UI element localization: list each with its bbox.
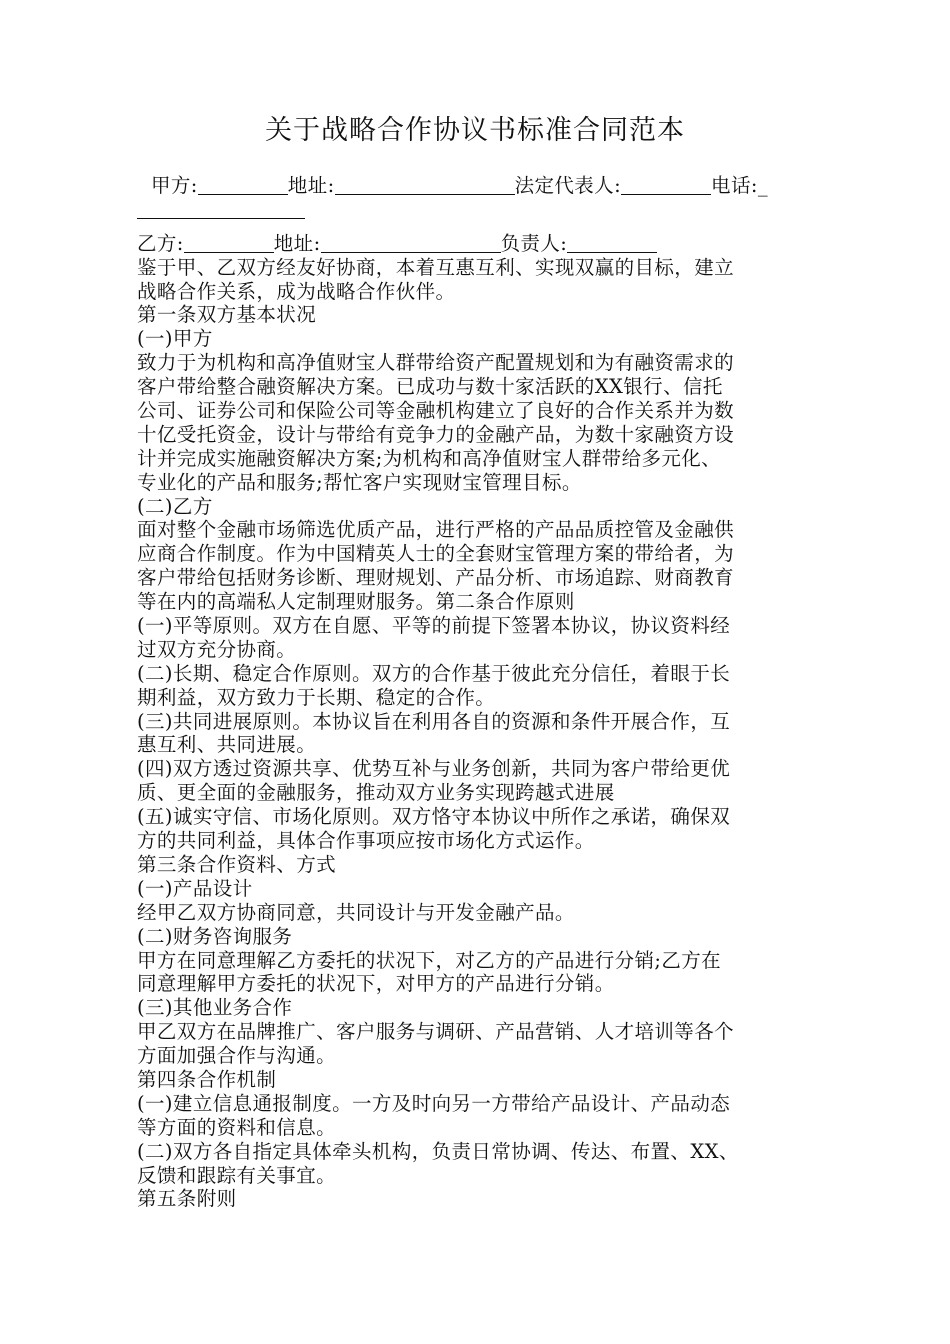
subsection-heading: (一)产品设计	[137, 876, 253, 900]
subsection-heading: (二)乙方	[137, 494, 213, 518]
text-line: 惠互利、共同进展。	[137, 733, 317, 757]
party-a-name-blank	[198, 175, 288, 195]
party-a-rep-blank	[621, 175, 711, 195]
document-body	[137, 174, 817, 1211]
text-line: 战略合作关系，成为战略合作伙伴。	[137, 279, 456, 303]
text-line: 致力于为机构和高净值财宝人群带给资产配置规划和为有融资需求的	[137, 351, 735, 375]
text-line: (一)平等原则。双方在自愿、平等的前提下签署本协议，协议资料经	[137, 614, 731, 638]
party-a-line	[137, 174, 817, 198]
text-line: 鉴于甲、乙双方经友好协商，本着互惠互利、实现双赢的目标，建立	[137, 255, 735, 279]
text-line: 十亿受托资金，设计与带给有竞争力的金融产品，为数十家融资方设	[137, 422, 735, 446]
party-a-address-blank	[335, 175, 515, 195]
text-line: 方面加强合作与沟通。	[137, 1044, 337, 1068]
party-b-address-label: 地址:	[273, 231, 321, 255]
text-line: 客户带给整合融资解决方案。已成功与数十家活跃的XX银行、信托	[137, 375, 723, 399]
text-line: 同意理解甲方委托的状况下，对甲方的产品进行分销。	[137, 972, 615, 996]
text-line: 客户带给包括财务诊断、理财规划、产品分析、市场追踪、财商教育	[137, 566, 735, 590]
section-heading: 第四条合作机制	[137, 1067, 277, 1091]
text-line: 计并完成实施融资解决方案;为机构和高净值财宝人群带给多元化、	[137, 446, 722, 470]
party-a-phone-label: 电话:_	[711, 174, 768, 197]
text-line: 等在内的高端私人定制理财服务。第二条合作原则	[137, 590, 575, 614]
text-line: 面对整个金融市场筛选优质产品，进行严格的产品品质控管及金融供	[137, 518, 735, 542]
subsection-heading: (三)其他业务合作	[137, 996, 293, 1020]
text-line: 经甲乙双方协商同意，共同设计与开发金融产品。	[137, 900, 575, 924]
party-a-rep-label: 法定代表人:	[514, 174, 622, 197]
text-line: (五)诚实守信、市场化原则。双方恪守本协议中所作之承诺，确保双	[137, 805, 731, 829]
party-a-phone-blank	[137, 199, 305, 219]
text-line: 甲乙双方在品牌推广、客户服务与调研、产品营销、人才培训等各个	[137, 1020, 735, 1044]
text-line: 应商合作制度。作为中国精英人士的全套财宝管理方案的带给者，为	[137, 542, 735, 566]
section-heading: 第五条附则	[137, 1187, 237, 1211]
text-line: 过双方充分协商。	[137, 637, 297, 661]
party-b-name-blank	[184, 233, 274, 253]
party-a-address-label: 地址:	[287, 174, 335, 197]
text-line: (三)共同进展原则。本协议旨在利用各自的资源和条件开展合作，互	[137, 709, 731, 733]
text-line: 公司、证券公司和保险公司等金融机构建立了良好的合作关系并为数	[137, 399, 735, 423]
section-heading: 第三条合作资料、方式	[137, 852, 337, 876]
party-b-address-blank	[321, 233, 501, 253]
text-line: (四)双方透过资源共享、优势互补与业务创新，共同为客户带给更优	[137, 757, 731, 781]
text-line: 反馈和跟踪有关事宜。	[137, 1163, 337, 1187]
text-line: (二)双方各自指定具体牵头机构，负责日常协调、传达、布置、XX、	[137, 1139, 739, 1163]
text-line: 等方面的资料和信息。	[137, 1115, 337, 1139]
text-line: 专业化的产品和服务;帮忙客户实现财宝管理目标。	[137, 470, 582, 494]
text-line: 甲方在同意理解乙方委托的状况下，对乙方的产品进行分销;乙方在	[137, 948, 722, 972]
party-b-rep-blank	[567, 233, 657, 253]
text-line: 方的共同利益，具体合作事项应按市场化方式运作。	[137, 829, 595, 853]
subsection-heading: (一)甲方	[137, 327, 213, 351]
subsection-heading: (二)财务咨询服务	[137, 924, 293, 948]
party-a-phone-continuation	[137, 198, 817, 222]
document-title: 关于战略合作协议书标准合同范本	[265, 115, 685, 146]
text-line: 期利益，双方致力于长期、稳定的合作。	[137, 685, 496, 709]
party-a-name-label: 甲方:	[151, 174, 198, 197]
party-b-name-label: 乙方:	[137, 231, 184, 255]
party-b-rep-label: 负责人:	[500, 231, 568, 255]
text-line: (一)建立信息通报制度。一方及时向另一方带给产品设计、产品动态	[137, 1091, 731, 1115]
section-heading: 第一条双方基本状况	[137, 303, 317, 327]
party-b-line	[137, 232, 817, 256]
text-line: (二)长期、稳定合作原则。双方的合作基于彼此充分信任，着眼于长	[137, 661, 731, 685]
text-line: 质、更全面的金融服务，推动双方业务实现跨越式进展	[137, 781, 615, 805]
